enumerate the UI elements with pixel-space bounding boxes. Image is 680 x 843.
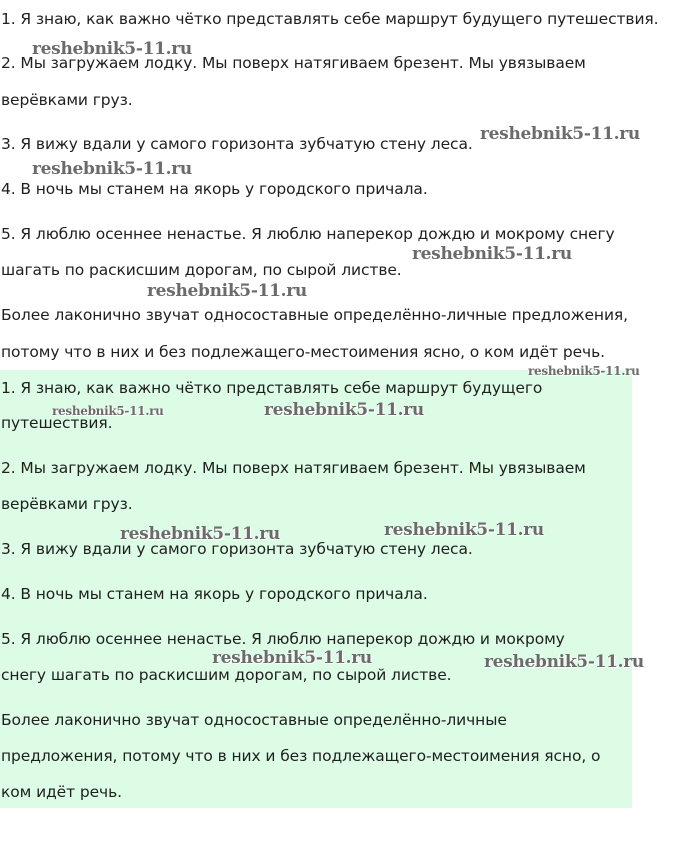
answer-line: Более лаконично звучат односоставные определённо-личные <box>1 711 507 729</box>
answer-line: 1. Я знаю, как важно чётко представлять себе маршрут будущего <box>1 379 543 397</box>
answer-line: 4. В ночь мы станем на якорь у городского причала. <box>1 585 428 603</box>
answer-line: 2. Мы загружаем лодку. Мы поверх натягиваем брезент. Мы увязываем <box>1 459 586 477</box>
answer-line: предложения, потому что в них и без подлежащего-местоимения ясно, о <box>1 747 601 765</box>
answer-line: путешествия. <box>1 414 113 432</box>
answer-line: 3. Я вижу вдали у самого горизонта зубчатую стену леса. <box>1 540 473 558</box>
answer-line: верёвками груз. <box>1 495 133 513</box>
answer-line: 5. Я люблю осеннее ненастье. Я люблю наперекор дождю и мокрому <box>1 630 565 648</box>
original-line: потому что в них и без подлежащего-местоимения ясно, о ком идёт речь. <box>1 343 605 361</box>
watermark: reshebnik5-11.ru <box>52 404 164 418</box>
answer-text-block <box>0 370 632 808</box>
answer-line: ком идёт речь. <box>1 783 122 801</box>
watermark: reshebnik5-11.ru <box>412 244 572 264</box>
original-line: верёвками груз. <box>1 91 133 109</box>
watermark: reshebnik5-11.ru <box>480 124 640 144</box>
original-line: Более лаконично звучат односоставные определённо-личные предложения, <box>1 306 628 324</box>
answer-line: снегу шагать по раскисшим дорогам, по сырой листве. <box>1 666 452 684</box>
watermark: reshebnik5-11.ru <box>120 524 280 544</box>
original-line: 4. В ночь мы станем на якорь у городского причала. <box>1 180 428 198</box>
watermark: reshebnik5-11.ru <box>264 400 424 420</box>
watermark: reshebnik5-11.ru <box>384 520 544 540</box>
original-line: 1. Я знаю, как важно чётко представлять себе маршрут будущего путешествия. <box>1 10 659 28</box>
watermark: reshebnik5-11.ru <box>484 652 644 672</box>
watermark: reshebnik5-11.ru <box>32 39 192 59</box>
watermark: reshebnik5-11.ru <box>147 281 307 301</box>
original-line: 3. Я вижу вдали у самого горизонта зубчатую стену леса. <box>1 135 473 153</box>
original-line: 2. Мы загружаем лодку. Мы поверх натягиваем брезент. Мы увязываем <box>1 54 586 72</box>
original-line: шагать по раскисшим дорогам, по сырой листве. <box>1 261 402 279</box>
original-line: 5. Я люблю осеннее ненастье. Я люблю наперекор дождю и мокрому снегу <box>1 225 615 243</box>
watermark: reshebnik5-11.ru <box>528 364 640 378</box>
watermark: reshebnik5-11.ru <box>32 159 192 179</box>
watermark: reshebnik5-11.ru <box>212 648 372 668</box>
